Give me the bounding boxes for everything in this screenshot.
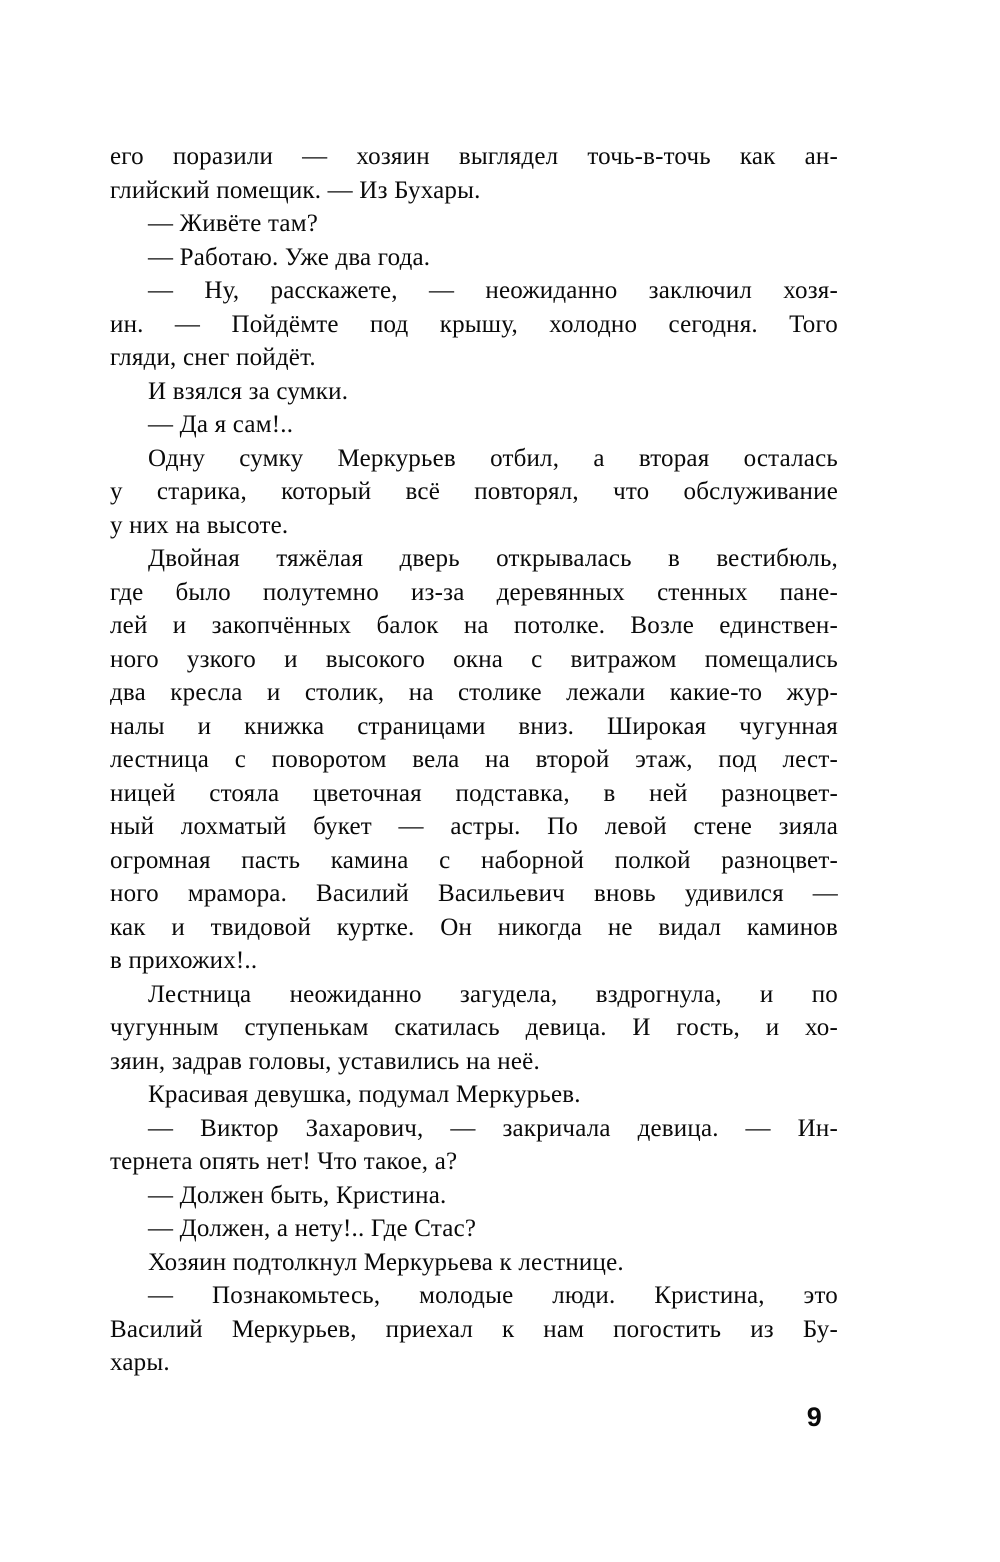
paragraph — [110, 542, 838, 978]
text-line: у них на высоте. — [110, 511, 289, 539]
text-line: — Живёте там? — [148, 210, 319, 237]
text-line: два кресла и столик, на столике лежали какие-то жур- — [110, 679, 838, 706]
text-line: в прихожих!.. — [110, 947, 258, 974]
text-line: гляди, снег пойдёт. — [110, 344, 316, 371]
text-line: огромная пасть камина с наборной полкой разноцвет- — [110, 846, 838, 874]
text-line: Одну сумку Меркурьев отбил, а вторая осталась — [148, 444, 838, 472]
paragraph — [110, 140, 838, 207]
paragraph — [110, 1212, 838, 1246]
text-line: Красивая девушка, подумал Меркурьев. — [148, 1081, 581, 1108]
text-line: у старика, который всё повторял, что обслуживание — [110, 478, 838, 505]
text-line: ин. — Пойдёмте под крышу, холодно сегодня. Того — [110, 310, 838, 338]
page-number: 9 — [806, 1401, 822, 1432]
text-line: глийский помещик. — Из Бухары. — [110, 176, 481, 204]
text-line: Хозяин подтолкнул Меркурьева к лестнице. — [148, 1248, 624, 1276]
text-line: зяин, задрав головы, уставились на неё. — [110, 1047, 540, 1075]
text-line: ного узкого и высокого окна с витражом помещались — [110, 645, 838, 673]
text-line: — Должен, а нету!.. Где Стас? — [148, 1215, 477, 1242]
text-line: где было полутемно из-за деревянных стенных пане- — [110, 578, 838, 606]
text-line: лестница с поворотом вела на второй этаж, под лест- — [110, 746, 838, 773]
text-line: ный лохматый букет — астры. По левой стене зияла — [110, 813, 838, 840]
text-line: — Ну, расскажете, — неожиданно заключил хозя- — [148, 277, 838, 304]
text-line: И взялся за сумки. — [148, 377, 349, 405]
text-line: — Должен быть, Кристина. — [148, 1181, 447, 1209]
text-line: — Работаю. Уже два года. — [148, 243, 431, 271]
text-line: Лестница неожиданно загудела, вздрогнула, и по — [148, 980, 838, 1008]
text-line: — Виктор Захарович, — закричала девица. — Ин- — [148, 1114, 838, 1142]
text-line: — Познакомьтесь, молодые люди. Кристина, это — [148, 1282, 838, 1309]
text-line: как и твидовой куртке. Он никогда не видал каминов — [110, 913, 838, 941]
paragraph — [110, 1078, 838, 1112]
text-line: Двойная тяжёлая дверь открывалась в вестибюль, — [148, 545, 838, 572]
text-line: хары. — [110, 1349, 170, 1376]
text-line: — Да я сам!.. — [148, 411, 294, 438]
paragraph — [110, 978, 838, 1079]
paragraph — [110, 274, 838, 375]
text-line: его поразили — хозяин выглядел точь-в-точь как ан- — [110, 143, 838, 170]
text-line: ницей стояла цветочная подставка, в ней разноцвет- — [110, 779, 838, 807]
text-line: чугунным ступенькам скатилась девица. И гость, и хо- — [110, 1014, 838, 1041]
paragraph — [110, 207, 838, 241]
page-text — [110, 140, 838, 1433]
text-line: ного мрамора. Василий Васильевич вновь удивился — — [110, 880, 838, 907]
text-line: Василий Меркурьев, приехал к нам погостить из Бу- — [110, 1315, 838, 1343]
paragraph — [110, 1112, 838, 1179]
paragraph — [110, 375, 838, 409]
paragraph — [110, 1179, 838, 1213]
paragraph — [110, 1279, 838, 1380]
paragraph — [110, 1246, 838, 1280]
paragraph — [110, 408, 838, 442]
text-line: лей и закопчённых балок на потолке. Возле единствен- — [110, 612, 838, 639]
paragraph — [110, 241, 838, 275]
paragraph — [110, 442, 838, 543]
text-line: тернета опять нет! Что такое, а? — [110, 1148, 458, 1175]
text-line: налы и книжка страницами вниз. Широкая чугунная — [110, 712, 838, 740]
